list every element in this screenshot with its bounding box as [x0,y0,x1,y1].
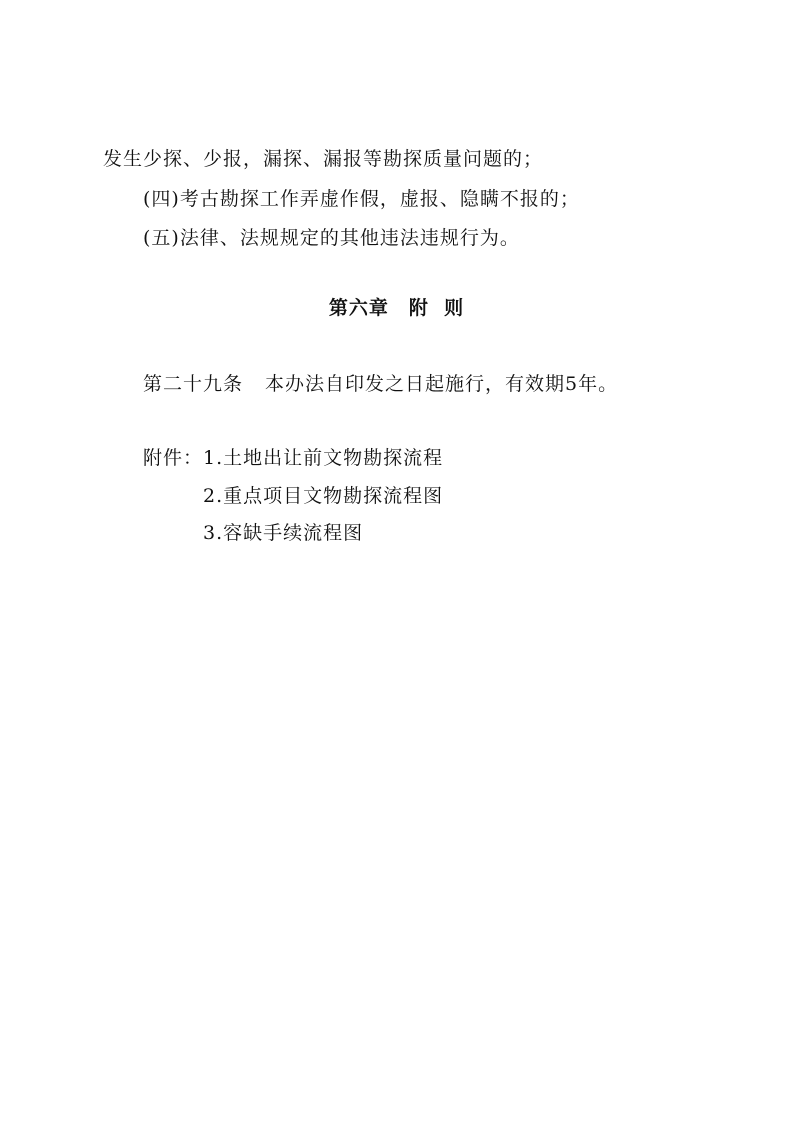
attachment-label: 附件： [143,447,204,469]
chapter-heading [0,296,793,320]
attachment-item: 2.重点项目文物勘探流程图 [203,485,444,507]
list-item-4: (四)考古勘探工作弄虚作假，虚报、隐瞒不报的； [143,188,580,210]
attachment-item: 1.土地出让前文物勘探流程 [203,447,444,469]
article-29 [143,372,618,396]
article-number: 第二十九条 [143,373,244,395]
chapter-number: 第六章 [328,297,389,319]
attachment-item: 3.容缺手续流程图 [203,522,364,544]
attachment-line-1 [143,446,443,470]
paragraph-continued: 发生少探、少报，漏探、漏报等勘探质量问题的； [103,148,544,170]
chapter-title: 附 则 [408,297,465,319]
article-text: 本办法自印发之日起施行，有效期5年。 [265,373,619,395]
list-item-5: (五)法律、法规规定的其他违法违规行为。 [143,227,520,249]
